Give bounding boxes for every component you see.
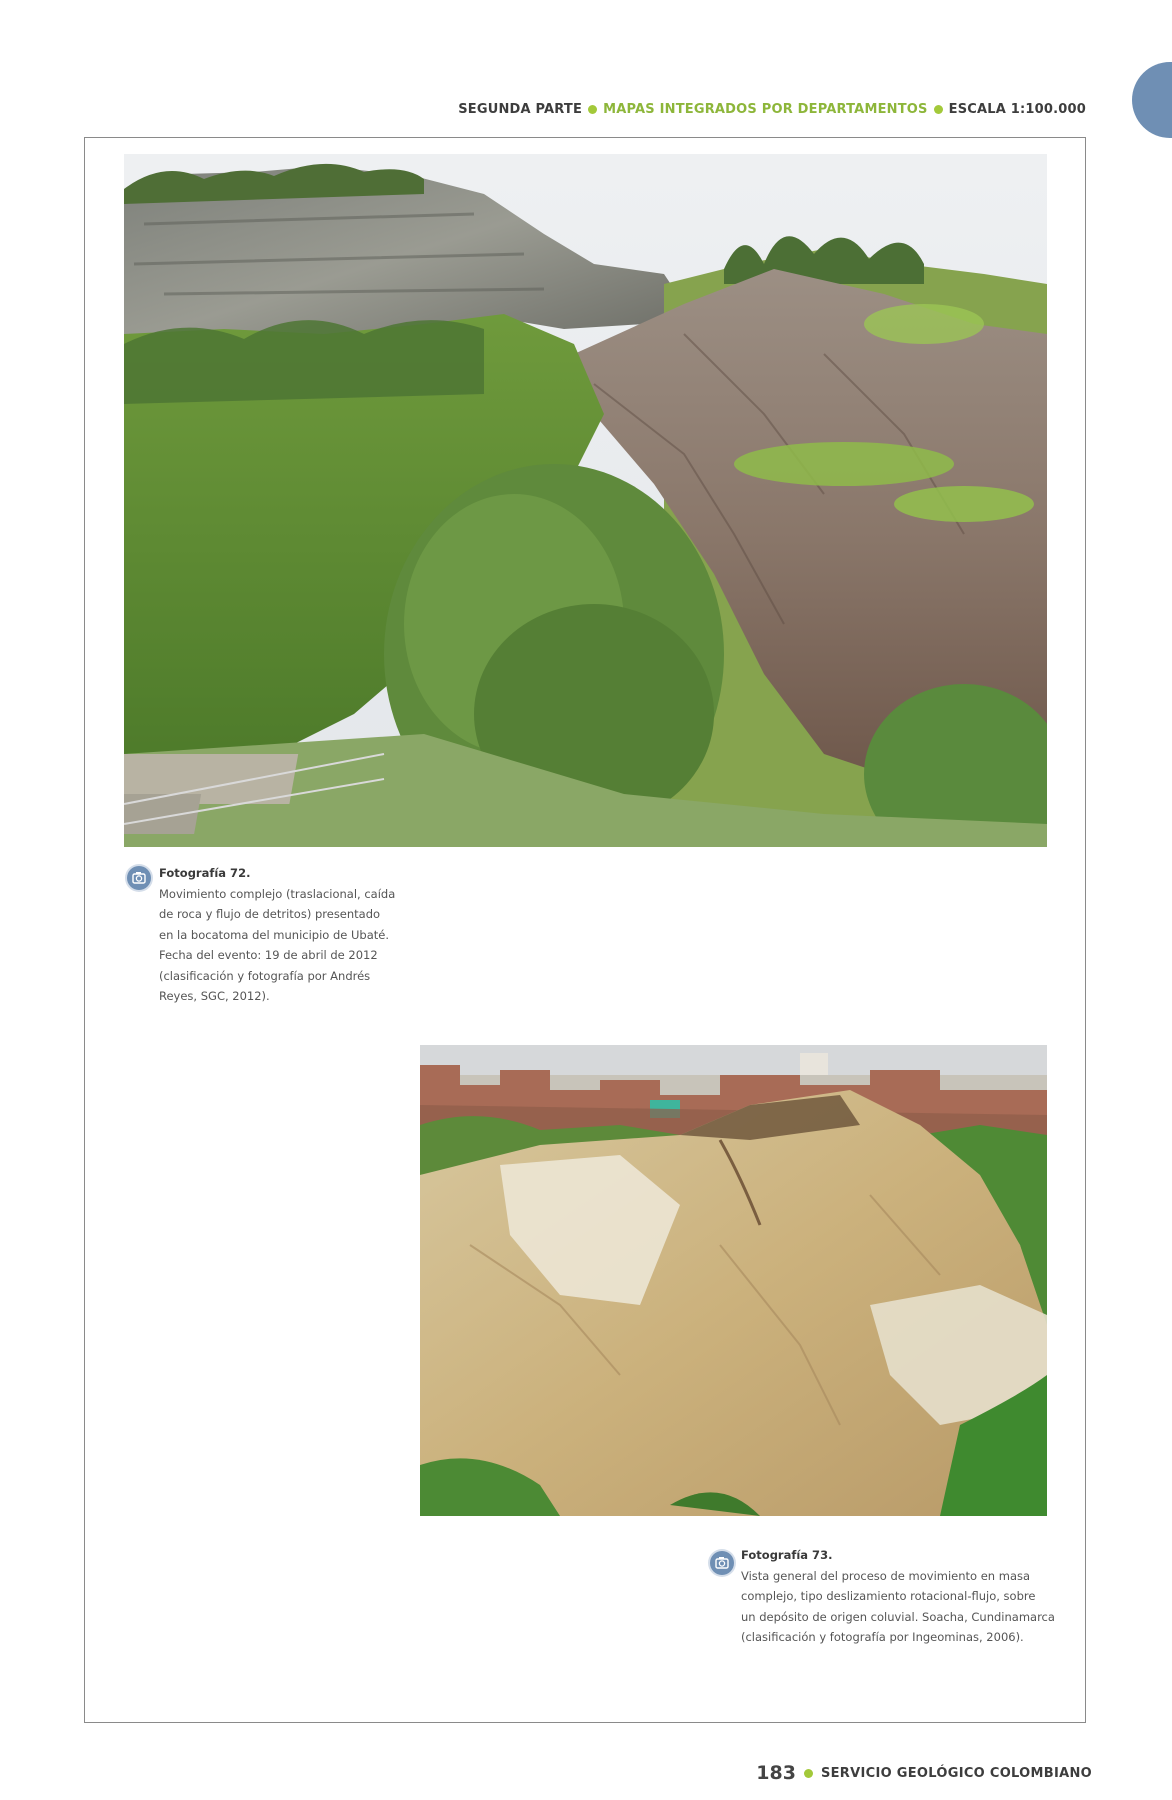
photo-72-caption <box>159 863 399 1007</box>
photo-73-title: Fotografía 73. <box>741 1548 833 1562</box>
header-scale: ESCALA 1:100.000 <box>948 102 1086 117</box>
header-dot <box>934 105 943 114</box>
page-number: 183 <box>756 1762 796 1784</box>
footer-dot <box>804 1769 813 1778</box>
organization-name: SERVICIO GEOLÓGICO COLOMBIANO <box>820 1765 1092 1781</box>
photo-73-description: Vista general del proceso de movimiento en masa complejo, tipo deslizamiento rotacional-flujo, sobre un depósito de origen coluvial. Soacha, Cundinamarca (clasificación y fotografía por Ingeominas, 2006). <box>741 1568 1055 1644</box>
header-dot <box>588 105 597 114</box>
corner-tab <box>1132 62 1172 138</box>
page-footer <box>756 1762 1092 1784</box>
header-part: SEGUNDA PARTE <box>458 102 583 117</box>
photo-73-landslide-soacha <box>420 1045 1047 1516</box>
camera-icon <box>127 866 151 890</box>
photo-72-description: Movimiento complejo (traslacional, caída de roca y flujo de detritos) presentado en la bocatoma del municipio de Ubaté. Fecha del evento: 19 de abril de 2012 (clasificación y fotografía por Andrés Reyes, SGC, 2012). <box>159 886 396 1003</box>
photo-72-title: Fotografía 72. <box>159 866 251 880</box>
photo-72-landslide-hillside <box>124 154 1047 847</box>
running-header <box>458 102 1086 117</box>
header-section: MAPAS INTEGRADOS POR DEPARTAMENTOS <box>603 102 928 117</box>
camera-icon <box>710 1551 734 1575</box>
photo-73-caption <box>741 1545 1061 1648</box>
